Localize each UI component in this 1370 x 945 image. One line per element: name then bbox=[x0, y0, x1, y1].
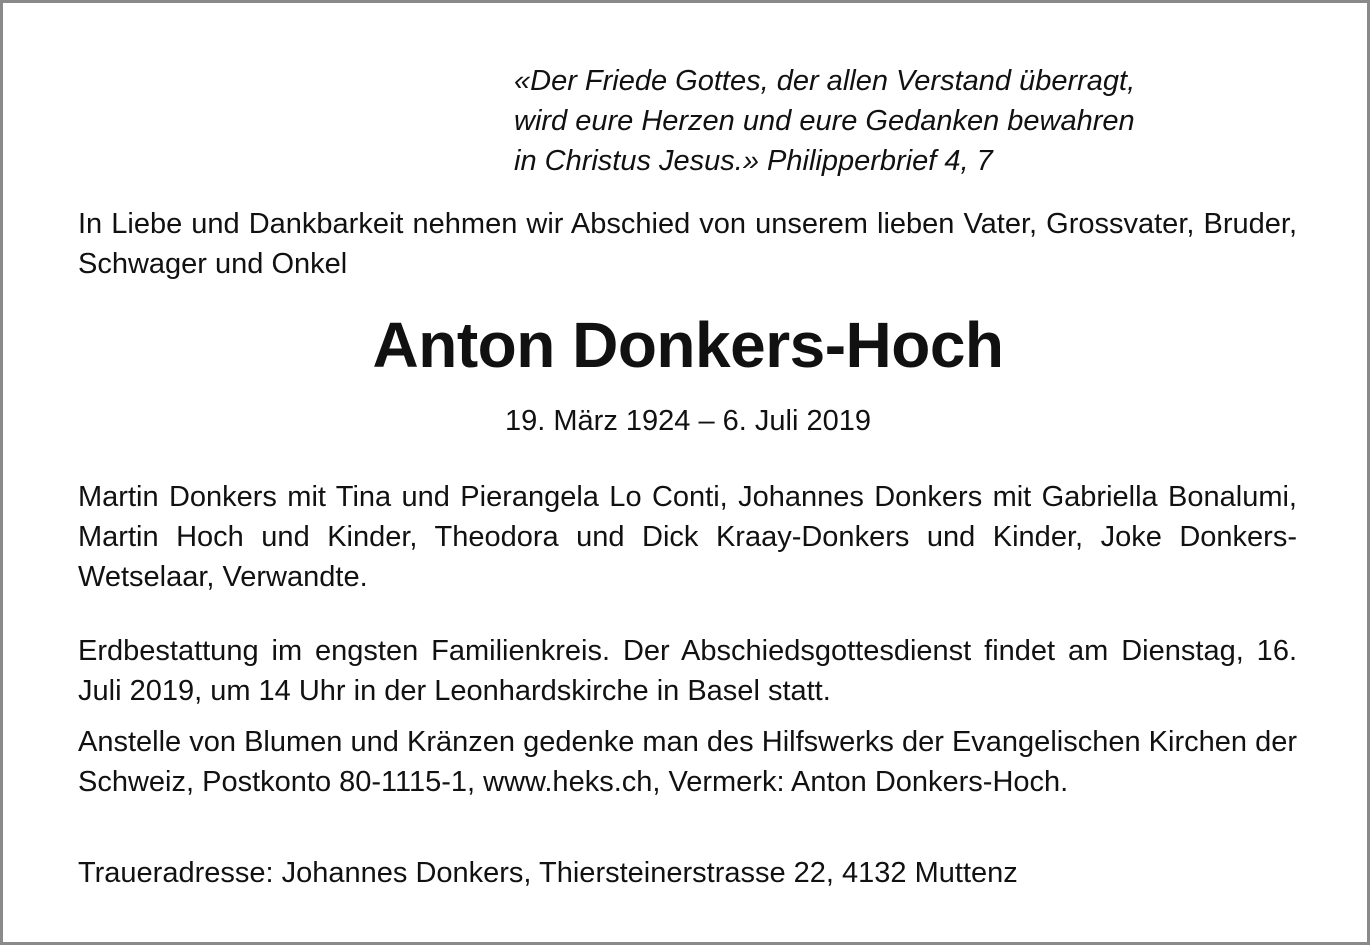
deceased-name: Anton Donkers-Hoch bbox=[372, 309, 1004, 381]
bible-verse bbox=[514, 61, 1274, 181]
mourning-address: Traueradresse: Johannes Donkers, Thiersteinerstrasse 22, 4132 Muttenz bbox=[78, 857, 1018, 889]
intro-text: In Liebe und Dankbarkeit nehmen wir Abschied von unserem lieben Vater, Grossvater, Bruder, Schwager und Onkel bbox=[78, 208, 1297, 280]
donation-info: Anstelle von Blumen und Kränzen gedenke man des Hilfswerks der Evangelischen Kirchen der Schweiz, Postkonto 80-1115-1, www.heks.ch, Vermerk: Anton Donkers-Hoch. bbox=[78, 726, 1297, 798]
verse-line-2: wird eure Herzen und eure Gedanken bewahren bbox=[514, 105, 1135, 137]
verse-line-3: in Christus Jesus.» Philipperbrief 4, 7 bbox=[514, 145, 993, 177]
family-members: Martin Donkers mit Tina und Pierangela Lo Conti, Johannes Donkers mit Gabriella Bonalumi, Martin Hoch und Kinder, Theodora und Dick Kraay-Donkers und Kinder, Joke Donkers-Wetselaar, Verwandte. bbox=[78, 481, 1297, 593]
life-dates: 19. März 1924 – 6. Juli 2019 bbox=[505, 405, 871, 437]
verse-line-1: «Der Friede Gottes, der allen Verstand überragt, bbox=[514, 65, 1136, 97]
funeral-info: Erdbestattung im engsten Familienkreis. Der Abschiedsgottesdienst findet am Dienstag, 16. Juli 2019, um 14 Uhr in der Leonhardskirche in Basel statt. bbox=[78, 635, 1297, 707]
